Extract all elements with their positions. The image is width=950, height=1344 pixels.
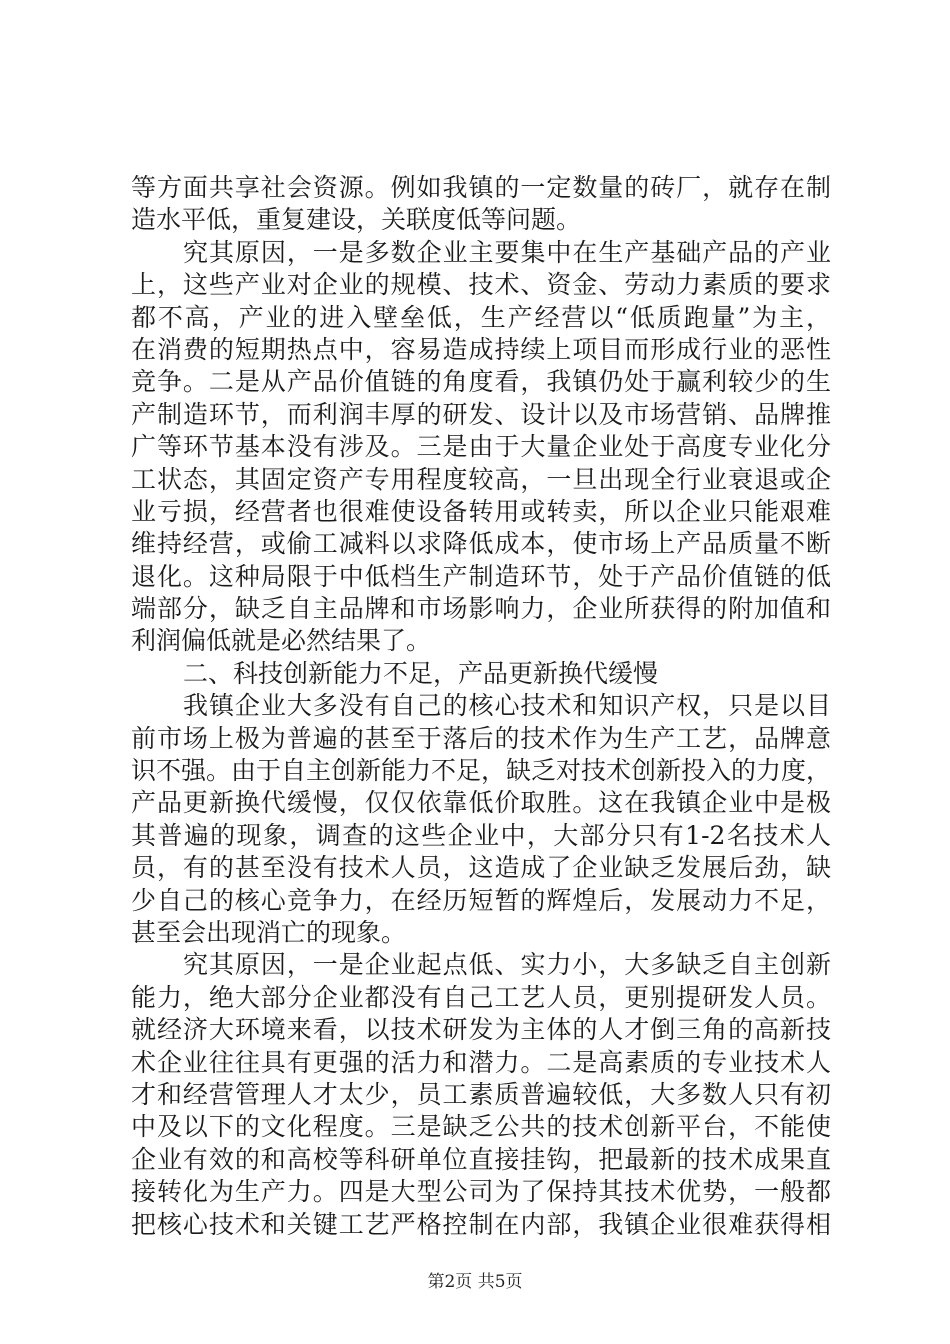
text-line: 少自己的核心竞争力，在经历短暂的辉煌后，发展动力不足，	[131, 885, 831, 915]
text-line: 退化。这种局限于中低档生产制造环节，处于产品价值链的低	[131, 561, 831, 591]
document-body	[131, 172, 831, 1241]
text-line: 究其原因，一是企业起点低、实力小，大多缺乏自主创新	[183, 950, 831, 980]
text-line: 接转化为生产力。四是大型公司为了保持其技术优势，一般都	[131, 1177, 831, 1207]
text-line: 究其原因，一是多数企业主要集中在生产基础产品的产业	[183, 237, 831, 267]
text-line: 产制造环节，而利润丰厚的研发、设计以及市场营销、品牌推	[131, 399, 831, 429]
text-line: 工状态，其固定资产专用程度较高，一旦出现全行业衰退或企	[131, 464, 831, 494]
text-line: 能力，绝大部分企业都没有自己工艺人员，更别提研发人员。	[131, 982, 831, 1012]
text-line: 中及以下的文化程度。三是缺乏公共的技术创新平台，不能使	[131, 1112, 831, 1142]
text-line: 在消费的短期热点中，容易造成持续上项目而形成行业的恶性	[131, 334, 831, 364]
text-line: 维持经营，或偷工减料以求降低成本，使市场上产品质量不断	[131, 529, 831, 559]
text-line: 广等环节基本没有涉及。三是由于大量企业处于高度专业化分	[131, 432, 831, 462]
text-line: 把核心技术和关键工艺严格控制在内部，我镇企业很难获得相	[131, 1209, 831, 1239]
text-line: 利润偏低就是必然结果了。	[131, 626, 432, 656]
text-line: 其普遍的现象，调查的这些企业中，大部分只有1-2名技术人	[131, 820, 831, 850]
text-line: 业亏损，经营者也很难使设备转用或转卖，所以企业只能艰难	[131, 496, 831, 526]
text-line: 上，这些产业对企业的规模、技术、资金、劳动力素质的要求	[131, 270, 831, 300]
text-line: 才和经营管理人才太少，员工素质普遍较低，大多数人只有初	[131, 1079, 831, 1109]
page-footer: 第2页 共5页	[427, 1272, 523, 1292]
text-line: 识不强。由于自主创新能力不足，缺乏对技术创新投入的力度，	[131, 756, 832, 786]
text-line: 端部分，缺乏自主品牌和市场影响力，企业所获得的附加值和	[131, 594, 831, 624]
text-line: 我镇企业大多没有自己的核心技术和知识产权，只是以目	[183, 691, 831, 721]
text-line: 产品更新换代缓慢，仅仅依靠低价取胜。这在我镇企业中是极	[131, 788, 831, 818]
text-line: 等方面共享社会资源。例如我镇的一定数量的砖厂，就存在制	[131, 173, 831, 202]
text-line: 就经济大环境来看，以技术研发为主体的人才倒三角的高新技	[131, 1015, 831, 1045]
text-line: 员，有的甚至没有技术人员，这造成了企业缺乏发展后劲，缺	[131, 853, 831, 883]
text-line: 竞争。二是从产品价值链的角度看，我镇仍处于赢利较少的生	[131, 367, 831, 397]
text-line: 甚至会出现消亡的现象。	[131, 917, 407, 947]
text-line: 造水平低，重复建设，关联度低等问题。	[131, 205, 582, 235]
text-line: 术企业往往具有更强的活力和潜力。二是高素质的专业技术人	[131, 1047, 831, 1077]
text-line: 企业有效的和高校等科研单位直接挂钩，把最新的技术成果直	[131, 1144, 831, 1174]
text-line: 二、科技创新能力不足，产品更新换代缓慢	[183, 658, 659, 688]
text-line: 都不高，产业的进入壁垒低，生产经营以“低质跑量”为主，	[131, 302, 831, 332]
text-line: 前市场上极为普遍的甚至于落后的技术作为生产工艺，品牌意	[131, 723, 831, 753]
